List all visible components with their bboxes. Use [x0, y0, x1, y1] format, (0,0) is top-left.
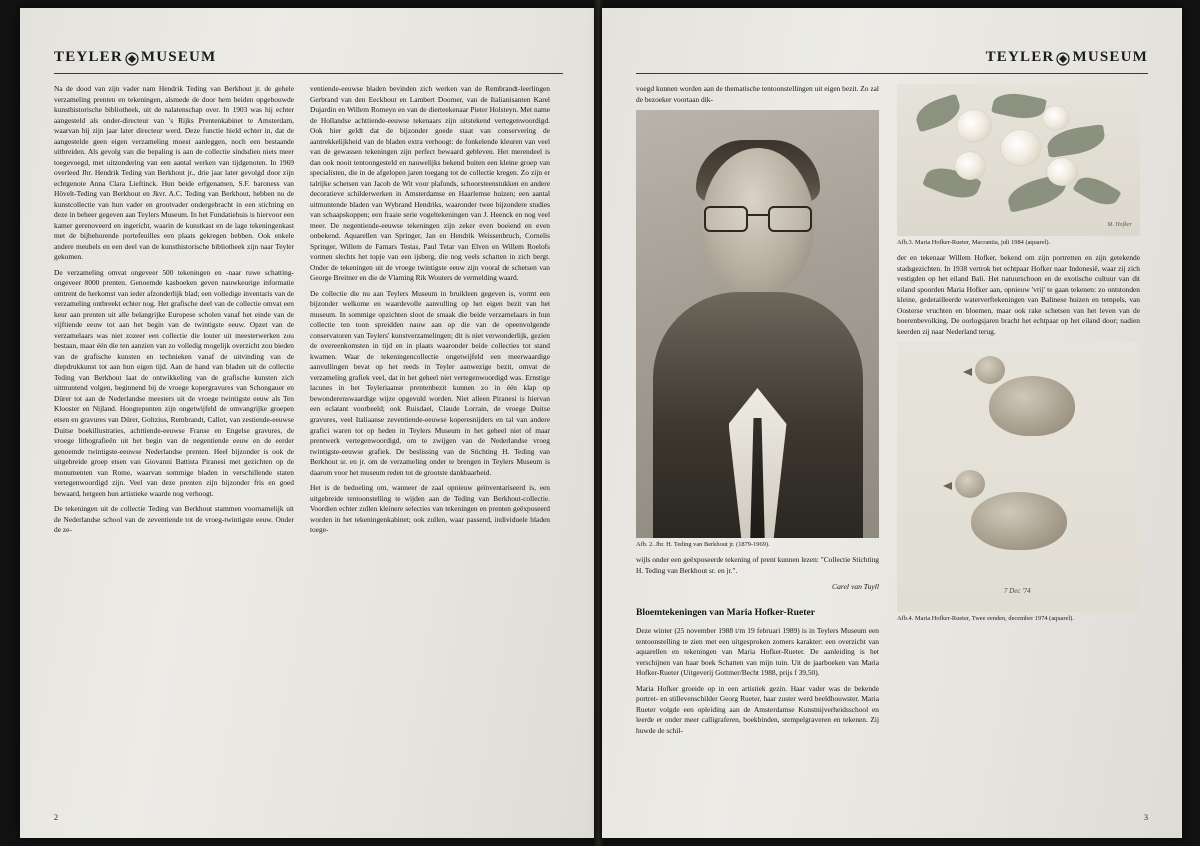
left-column-2 — [310, 84, 550, 784]
teyler-logo-icon — [1056, 52, 1070, 66]
page-number-right: 3 — [1144, 813, 1148, 822]
paragraph: Deze winter (25 november 1988 t/m 19 februari 1989) is in Teylers Museum een tentoonstelling te zien met een uitgesproken zomers karakter: een overzicht van aquarellen en tekeningen van Maria Hofker-Rueter. De aanleiding is het verschijnen van haar boek Schatten van mijn tuin. Uit de jaarboeken van Maria Hofker-Rueter (Uitgeverij Gottmer/Becht 1988, prijs f 39,50). — [636, 626, 879, 678]
duck-upper — [989, 376, 1075, 436]
artist-pencil-signature: M. Hofker — [1107, 222, 1132, 229]
masthead-word-teyler: TEYLER — [985, 48, 1055, 65]
masthead-rule-left — [54, 73, 563, 74]
duck-watercolour — [897, 342, 1140, 612]
paragraph: Maria Hofker groeide op in een artistiek gezin. Haar vader was de bekende portret- en stillevenschilder Georg Rueter, haar zuster werd beeldhouwster. Maria Rueter volgde een opleiding aan de Amsterdamse Kunstnijverheidsschool en leerde er onder meer calligraferen, boekbinden, stempelgraveren en tekenen. Zij huwde de schil- — [636, 683, 879, 735]
masthead-word-teyler: TEYLER — [54, 48, 123, 65]
glasses-icon — [702, 206, 814, 228]
figure-portrait — [636, 110, 879, 549]
figure-caption: Afb.3. Maria Hofker-Rueter, Macrantia, juli 1984 (aquarel). — [897, 239, 1051, 246]
left-columns — [54, 84, 563, 784]
paragraph: Na de dood van zijn vader nam Hendrik Teding van Berkhout jr. de gehele verzameling prenten en tekeningen, alsmede de door hem beiden opgebouwde kunsthistorische bibliotheek, uit de nalatenschap over. In 1903 was hij echter aangesteld als onder-directeur van 's Rijks Prentenkabinet te Amsterdam, waarvan hij zijn jaar later directeur werd. Deze functie hield echter in, dat de aangestelde geen eigen verzameling moest aanleggen, noch een bestaande uitbreiden. Als gevolg van die bepaling is aan de collectie sindsdien niets meer toegevoegd, met uitzondering van een aantal werken van tijdgenoten. In 1969 overleed Jhr. Hendrik Teding van Berkhout jr., drie jaar later gevolgd door zijn echtgenote Anna Clara Lieftinck. Hun beide erfgenamen, S.F. baroness van Hövelt-Teding van Berkhout en Jkvr. A.C. Teding van Berkhout, hebben nu de kunstcollectie van hun vader en grootvader ondergebracht in een stichting en deze in beheer gegeven aan Teylers Museum. In het Fundatiehuis is hiervoor een kamer gerenoveerd en ingericht, waarin de kunstkast en de lage tekeningenkast met de bijbehorende portefeuilles een plaats gekregen hebben. Ook enkele andere meubels en een deel van de kunsthistorische bibliotheek zijn naar Teyler gekomen. — [54, 84, 294, 262]
figure-ducks — [897, 342, 1140, 623]
figure-caption: Afb.4. Maria Hofker-Rueter, Twee eenden, december 1974 (aquarel). — [897, 615, 1074, 623]
figure-flowers — [897, 84, 1140, 247]
artist-date-signature: 7 Dec '74 — [1003, 586, 1031, 595]
teyler-logo-icon — [125, 52, 139, 66]
masthead-word-museum: MUSEUM — [1072, 48, 1148, 65]
figure-caption: Afb. 2. Jhr. H. Teding van Berkhout jr. (1879-1969). — [636, 541, 770, 549]
paragraph: wijls onder een geëxposeerde tekening of prent kunnen lezen: "Collectie Stichting H. Teding van Berkhout sr. en jr.". — [636, 555, 879, 575]
duck-lower — [971, 492, 1067, 550]
paragraph: De tekeningen uit de collectie Teding van Berkhout stammen voornamelijk uit de Nederlandse school van de zeventiende tot de vroeg-twintigste eeuw. Onder de ze- — [54, 504, 294, 535]
left-page — [20, 8, 597, 838]
section-heading: Bloemtekeningen van Maria Hofker-Rueter — [636, 607, 815, 619]
portrait-photo — [636, 110, 879, 538]
right-columns — [636, 84, 1148, 784]
paragraph: De verzameling omvat ongeveer 500 tekeningen en -naar ruwe schatting- ongeveer 8000 prenten. Genoemde kasboeken geven nauwkeurige informatie omtrent de herkomst van ieder afzonderlijk blad; een volledige inventaris van de verzameling ontbreekt echter nog. Het grafische deel van de collectie omvat een keur aan prenten uit alle belangrijke Europese scholen vanaf het einde van de vijftiende eeuw tot aan het begin van de twintigste eeuw. Opzet van de verzamelaars was niet zozeer een collectie die louter uit meesterwerken zou bestaan, maar één die ten aanzien van zo volledig mogelijk overzicht zou bieden van de grafische kunsten en technieken vanaf de uitvinding van de diepdrukkunst tot aan hun eigen tijd. Aan de hand van bladen uit de collectie Teding van Berkhout laat de ontwikkeling van de grafische kunsten zich uitmuntend volgen, beginnend bij de vroege kopergravures van Schongauer en Dürer tot aan de Nederlandse meesters uit de vroege twintigste eeuw als Ten Klooster en Nijland. Hoogtepunten zijn ongetwijfeld de omvangrijke groepen etsen en gravures van Dürer, Goltzius, Rembrandt, Callot, van zestiende-eeuwse Duitse boekillustraties, achttiende-eeuwse Franse en Engelse gravures, de vroege lithografieën uit het begin van de negentiende eeuw en de eerder genoemde twintigste-eeuwse Nederlandse prenten. Heel bijzonder is ook de uitgebreide groep etsen van Giovanni Battista Piranesi met gezichten op de monumenten van Rome, waarvan sommige bladen in verschillende staten vertegenwoordigd zijn. Veel van deze prenten zijn bijzonder fris en goed bewaard, hetgeen hun artistieke waarde nog verhoogt. — [54, 267, 294, 498]
right-column-1 — [636, 84, 879, 784]
paragraph: der en tekenaar Willem Hofker, bekend om zijn portretten en zijn getekende stadsgezichten. In 1938 vertrok het echtpaar Hofker naar Indonesië, waar zij zich vestigden op het eiland Bali. Het natuurschoon en de exotische cultuur van dit eiland spoorden Maria Hofker aan, opnieuw 'vrij' te gaan tekenen: zo ontstonden kleine, gedetailleerde waterverftekeningen van Balinese huizen en tempels, van Oosterse vruchten en bloemen, maar ook rake schetsen van het leven van de boerenbevolking. De oorlogsjaren bracht het echtpaar op het eiland door; nadien keerden zij naar Nederland terug. — [897, 253, 1140, 336]
paragraph: ventiende-eeuwse bladen bevinden zich werken van de Rembrandt-leerlingen Gerbrand van den Eeckhout en Lambert Doomer, van de Italianisanten Karel Dujardin en Willem Romeyn en van de dierteekenaar Pieter Holsteyn. Met name de Hollandse achttiende-eeuwse tekenaars zijn uitstekend vertegenwoordigd. Ook hier geldt dat de bijzonder goede staat van conservering de aantrekkelijkheid van de bladen extra verhoogt: de fonkelende kleuren van veel van de gewassen tekeningen zijn perfect bewaard gebleven. Het merendeel is dan ook nooit tentoongesteld en nauwelijks bekend buiten een kleine groep van specialisten, die in de afgelopen jaren toegang tot de collectie kregen. Zo zijn er talrijke schetsen van Jacob de Wit voor plafonds, schoorsteenstukken en andere decoratieve schilderwerken in Amsterdamse en Haarlemse huizen; een aantal uitmuntende bladen van Wybrand Hendriks, waaronder twee bijzondere studies van schaapskoppen; een fraaie serie vogeltekeningen van J. Heenck en nog veel meer. De negentiende-eeuwse tekeningen zijn zeker even boeiend en even onbekend. Aquarellen van Springer, Jan en Hendrik Weissenbruch, Cornelis Springer, Willem de Famars Testas, Paul Tetar van Elven en Willem Roelofs vormen slechts het topje van een ijsberg, die nog veels schatten in zich bergt. Onder de tekeningen uit de vroege twintigste eeuw zijn vooral de schetsen van George Breitner en die de Vlaming Rik Wouters de vermelding waard. — [310, 84, 550, 283]
masthead-left — [54, 46, 563, 68]
masthead-right — [636, 46, 1148, 68]
masthead-word-museum: MUSEUM — [140, 48, 217, 65]
paragraph: voegd kunnen worden aan de thematische tentoonstellingen uit eigen bezit. Zo zal de bezoeker voortaan dik- — [636, 84, 879, 104]
article-author-signature: Carel van Tuyll — [832, 582, 879, 592]
paragraph: De collectie die nu aan Teylers Museum in bruikleen gegeven is, vormt een bijzonder welkome en waardevolle aanvulling op het eigen bezit van het museum. In sommige opzichten sloot de smaak die beide verzamelaars in hun collectie ten toon spreidden nauw aan op die van de opeenvolgende conservatoren van Teylers' kunstverzamelingen; dit is niet verwonderlijk, gezien de overeenkomsten in tijd en in plaats waaronder beide collecties tot stand kwamen. Waar de tekeningencollectie ongetwijfeld een meerwaardige aanvullingen bevat op het reeds in Teyler aanwezige bezit, omvat de verzameling grafiek veel, dat in het geheel niet vertegenwoordigd was. Ernstige lacunes in het Teyleriaanse prentenbezit kunnen zo in één klap op bewonderenswaardige wijze opgevuld worden. Niet alleen Piranesi is hiervan een eclatant voorbeeld; ook Ruisdael, Claude Lorrain, de vroege Duitse gravures, veel Italiaanse zeventiende-eeuwse koperesnijders en tal van andere grafici waren tot op heden in Teylers Museum in het geheel niet of maar prentwerk vertegenwoordigd, om te zwijgen van de Nederlandse vroeg twintigste-eeuwse grafiek. De beslissing van de Stichting H. Teding van Berkhout sr. en jr. om de verzameling onder te brengen in Teylers Museum is daarom voor het museum reden tot de grootste dankbaarheid. — [310, 288, 550, 477]
masthead-rule-right — [636, 73, 1148, 74]
right-column-2 — [897, 84, 1140, 784]
right-page — [602, 8, 1182, 838]
flower-watercolour — [897, 84, 1140, 236]
page-number-left: 2 — [54, 813, 58, 822]
left-column-1 — [54, 84, 294, 784]
paragraph: Het is de bedoeling om, wanneer de zaal opnieuw geïnventariseerd is, een uitgebreide tentoonstelling te wijden aan de Teding van Berkhout-collectie. Voordien echter zullen kleinere selecties van tekeningen en prenten geëxposeerd worden in het tekeningenkabinet; ook zullen, waar passend, individuele bladen toege- — [310, 483, 550, 535]
